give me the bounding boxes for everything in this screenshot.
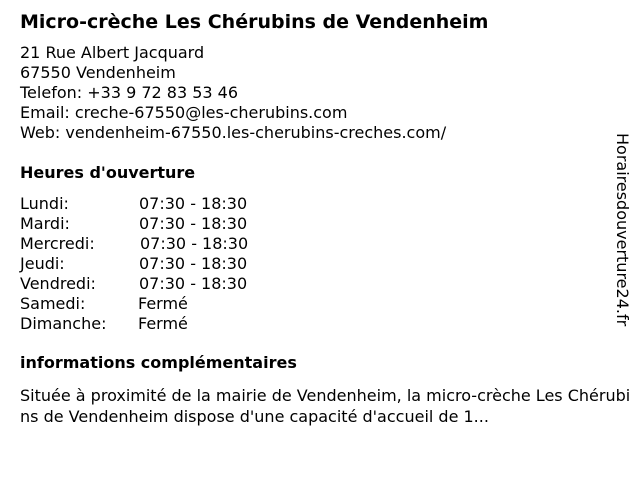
watermark-text: Horairesdouverture24.fr bbox=[613, 133, 632, 327]
day-label: Mercredi: bbox=[20, 234, 95, 253]
opening-hours-heading: Heures d'ouverture bbox=[20, 163, 196, 182]
address-street: 21 Rue Albert Jacquard bbox=[20, 43, 205, 62]
day-label: Samedi: bbox=[20, 294, 86, 313]
time-value: 07:30 - 18:30 bbox=[139, 214, 248, 233]
day-label: Dimanche: bbox=[20, 314, 107, 333]
day-label: Lundi: bbox=[20, 194, 69, 213]
email-address: Email: creche-67550@les-cherubins.com bbox=[20, 103, 348, 122]
time-value: 07:30 - 18:30 bbox=[139, 254, 248, 273]
site-watermark bbox=[612, 133, 632, 345]
phone-number: Telefon: +33 9 72 83 53 46 bbox=[20, 83, 239, 102]
time-value: Fermé bbox=[138, 294, 188, 313]
additional-info-heading: informations complémentaires bbox=[20, 353, 297, 372]
day-label: Mardi: bbox=[20, 214, 70, 233]
address-city: 67550 Vendenheim bbox=[20, 63, 176, 82]
time-value: Fermé bbox=[138, 314, 188, 333]
time-value: 07:30 - 18:30 bbox=[139, 194, 248, 213]
website: Web: vendenheim-67550.les-cherubins-creches.com/ bbox=[20, 123, 447, 142]
time-value: 07:30 - 18:30 bbox=[140, 234, 249, 253]
additional-info-text: Située à proximité de la mairie de Vendenheim, la micro-crèche Les Chérubins de Vendenheim dispose d'une capacité d'accueil de 1... bbox=[20, 386, 631, 426]
time-value: 07:30 - 18:30 bbox=[139, 274, 248, 293]
day-label: Jeudi: bbox=[20, 254, 65, 273]
contact-block bbox=[20, 43, 446, 143]
day-label: Vendredi: bbox=[20, 274, 96, 293]
business-name: Micro-crèche Les Chérubins de Vendenheim bbox=[20, 11, 489, 33]
